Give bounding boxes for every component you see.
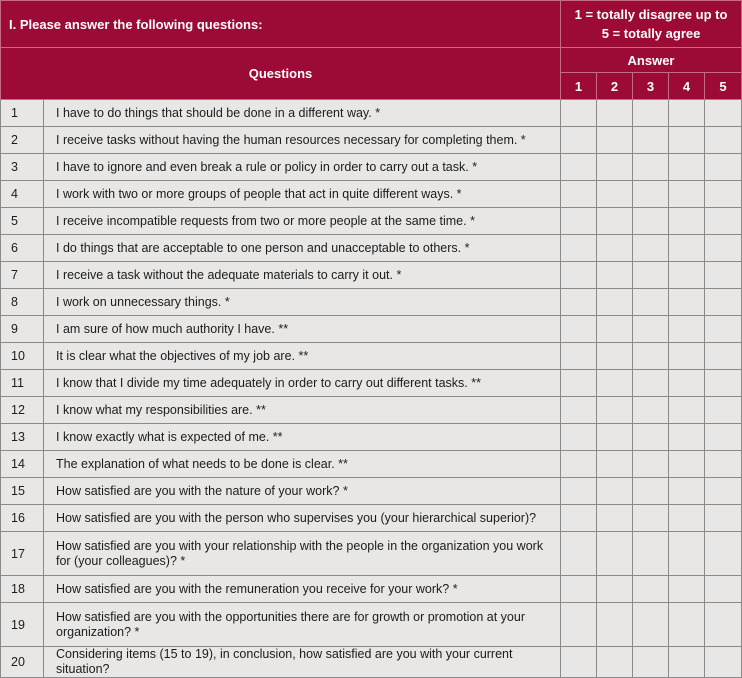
answer-cell-1[interactable] <box>561 603 597 647</box>
question-text: I have to ignore and even break a rule or policy in order to carry out a task. * <box>44 154 561 181</box>
answer-cell-5[interactable] <box>705 603 742 647</box>
answer-cell-4[interactable] <box>669 316 705 343</box>
answer-cell-2[interactable] <box>597 181 633 208</box>
question-number: 2 <box>1 127 44 154</box>
answer-cell-1[interactable] <box>561 532 597 576</box>
answer-cell-2[interactable] <box>597 262 633 289</box>
answer-cell-3[interactable] <box>633 181 669 208</box>
question-number: 17 <box>1 532 44 576</box>
answer-cell-1[interactable] <box>561 127 597 154</box>
scale-legend <box>561 1 742 48</box>
answer-cell-2[interactable] <box>597 127 633 154</box>
question-row <box>1 208 742 235</box>
answer-cell-1[interactable] <box>561 154 597 181</box>
question-number: 13 <box>1 424 44 451</box>
answer-cell-5[interactable] <box>705 343 742 370</box>
question-number: 4 <box>1 181 44 208</box>
question-text: I receive incompatible requests from two or more people at the same time. * <box>44 208 561 235</box>
answer-cell-4[interactable] <box>669 603 705 647</box>
answer-cell-5[interactable] <box>705 289 742 316</box>
question-text: The explanation of what needs to be done is clear. ** <box>44 451 561 478</box>
answer-cell-3[interactable] <box>633 451 669 478</box>
answer-cell-5[interactable] <box>705 370 742 397</box>
section-title: I. Please answer the following questions: <box>1 1 561 48</box>
question-number: 8 <box>1 289 44 316</box>
question-row <box>1 647 742 678</box>
answer-cell-4[interactable] <box>669 235 705 262</box>
answer-option-header: 1 <box>561 73 597 100</box>
answer-cell-1[interactable] <box>561 100 597 127</box>
answer-cell-2[interactable] <box>597 343 633 370</box>
answer-cell-3[interactable] <box>633 316 669 343</box>
question-text: I work on unnecessary things. * <box>44 289 561 316</box>
answer-cell-1[interactable] <box>561 505 597 532</box>
question-row <box>1 478 742 505</box>
answer-cell-2[interactable] <box>597 603 633 647</box>
answer-cell-4[interactable] <box>669 208 705 235</box>
answer-cell-5[interactable] <box>705 208 742 235</box>
answer-cell-5[interactable] <box>705 181 742 208</box>
answer-cell-1[interactable] <box>561 343 597 370</box>
answer-cell-2[interactable] <box>597 208 633 235</box>
question-row <box>1 262 742 289</box>
question-row <box>1 505 742 532</box>
answer-cell-4[interactable] <box>669 505 705 532</box>
answer-cell-3[interactable] <box>633 532 669 576</box>
answer-cell-3[interactable] <box>633 235 669 262</box>
answer-cell-1[interactable] <box>561 478 597 505</box>
answer-cell-5[interactable] <box>705 424 742 451</box>
answer-cell-1[interactable] <box>561 451 597 478</box>
answer-cell-2[interactable] <box>597 289 633 316</box>
question-text: I work with two or more groups of people that act in quite different ways. * <box>44 181 561 208</box>
answer-cell-5[interactable] <box>705 576 742 603</box>
questions-header: Questions <box>1 48 561 100</box>
answer-cell-2[interactable] <box>597 647 633 678</box>
question-text: How satisfied are you with the remuneration you receive for your work? * <box>44 576 561 603</box>
answer-cell-3[interactable] <box>633 424 669 451</box>
question-number: 16 <box>1 505 44 532</box>
answer-option-header: 2 <box>597 73 633 100</box>
question-text: I receive tasks without having the human resources necessary for completing them. * <box>44 127 561 154</box>
answer-cell-4[interactable] <box>669 289 705 316</box>
question-row <box>1 451 742 478</box>
question-text: It is clear what the objectives of my job are. ** <box>44 343 561 370</box>
question-row <box>1 289 742 316</box>
answer-cell-1[interactable] <box>561 208 597 235</box>
answer-cell-4[interactable] <box>669 424 705 451</box>
scale-legend-line-1: 1 = totally disagree up to <box>574 7 728 22</box>
question-row <box>1 603 742 647</box>
answer-cell-4[interactable] <box>669 127 705 154</box>
answer-cell-3[interactable] <box>633 343 669 370</box>
question-number: 14 <box>1 451 44 478</box>
answer-cell-4[interactable] <box>669 397 705 424</box>
question-number: 12 <box>1 397 44 424</box>
answer-cell-2[interactable] <box>597 397 633 424</box>
question-text: I am sure of how much authority I have. ** <box>44 316 561 343</box>
answer-cell-3[interactable] <box>633 289 669 316</box>
question-text: How satisfied are you with your relationship with the people in the organization you work for (your colleagues)? * <box>44 532 561 576</box>
answer-cell-2[interactable] <box>597 424 633 451</box>
answer-cell-5[interactable] <box>705 397 742 424</box>
answer-cell-2[interactable] <box>597 370 633 397</box>
answer-cell-1[interactable] <box>561 397 597 424</box>
answer-cell-3[interactable] <box>633 576 669 603</box>
answer-cell-4[interactable] <box>669 451 705 478</box>
question-row <box>1 181 742 208</box>
answer-cell-4[interactable] <box>669 478 705 505</box>
answer-cell-1[interactable] <box>561 424 597 451</box>
answer-cell-1[interactable] <box>561 181 597 208</box>
question-number: 7 <box>1 262 44 289</box>
answer-cell-2[interactable] <box>597 316 633 343</box>
question-number: 5 <box>1 208 44 235</box>
question-row <box>1 100 742 127</box>
question-text: I know what my responsibilities are. ** <box>44 397 561 424</box>
answer-cell-5[interactable] <box>705 127 742 154</box>
answer-option-header: 3 <box>633 73 669 100</box>
question-text: I do things that are acceptable to one person and unacceptable to others. * <box>44 235 561 262</box>
question-row <box>1 532 742 576</box>
answer-header: Answer <box>561 48 742 73</box>
answer-cell-2[interactable] <box>597 532 633 576</box>
answer-cell-5[interactable] <box>705 316 742 343</box>
question-row <box>1 397 742 424</box>
answer-cell-2[interactable] <box>597 235 633 262</box>
question-number: 18 <box>1 576 44 603</box>
question-number: 19 <box>1 603 44 647</box>
question-text: I have to do things that should be done in a different way. * <box>44 100 561 127</box>
question-number: 10 <box>1 343 44 370</box>
answer-cell-3[interactable] <box>633 505 669 532</box>
answer-cell-3[interactable] <box>633 208 669 235</box>
question-row <box>1 370 742 397</box>
answer-cell-4[interactable] <box>669 647 705 678</box>
question-row <box>1 424 742 451</box>
answer-cell-3[interactable] <box>633 397 669 424</box>
answer-cell-1[interactable] <box>561 235 597 262</box>
answer-cell-5[interactable] <box>705 478 742 505</box>
answer-cell-5[interactable] <box>705 262 742 289</box>
question-number: 3 <box>1 154 44 181</box>
question-number: 20 <box>1 647 44 678</box>
question-row <box>1 343 742 370</box>
question-row <box>1 154 742 181</box>
answer-cell-1[interactable] <box>561 262 597 289</box>
question-text: I know exactly what is expected of me. ** <box>44 424 561 451</box>
answer-cell-1[interactable] <box>561 370 597 397</box>
question-number: 6 <box>1 235 44 262</box>
question-text: I know that I divide my time adequately in order to carry out different tasks. ** <box>44 370 561 397</box>
answer-cell-5[interactable] <box>705 235 742 262</box>
answer-cell-5[interactable] <box>705 647 742 678</box>
question-number: 15 <box>1 478 44 505</box>
answer-cell-4[interactable] <box>669 576 705 603</box>
answer-cell-3[interactable] <box>633 370 669 397</box>
answer-cell-3[interactable] <box>633 603 669 647</box>
question-number: 1 <box>1 100 44 127</box>
answer-cell-1[interactable] <box>561 647 597 678</box>
answer-cell-2[interactable] <box>597 100 633 127</box>
answer-cell-4[interactable] <box>669 181 705 208</box>
answer-cell-3[interactable] <box>633 647 669 678</box>
answer-cell-5[interactable] <box>705 451 742 478</box>
answer-cell-5[interactable] <box>705 505 742 532</box>
answer-cell-5[interactable] <box>705 154 742 181</box>
answer-cell-3[interactable] <box>633 100 669 127</box>
question-row <box>1 127 742 154</box>
answer-cell-3[interactable] <box>633 127 669 154</box>
answer-cell-2[interactable] <box>597 576 633 603</box>
answer-cell-5[interactable] <box>705 532 742 576</box>
answer-cell-1[interactable] <box>561 576 597 603</box>
answer-cell-4[interactable] <box>669 343 705 370</box>
answer-cell-5[interactable] <box>705 100 742 127</box>
answer-cell-3[interactable] <box>633 478 669 505</box>
question-text: I receive a task without the adequate materials to carry it out. * <box>44 262 561 289</box>
answer-cell-2[interactable] <box>597 505 633 532</box>
answer-cell-3[interactable] <box>633 262 669 289</box>
scale-legend-line-2: 5 = totally agree <box>601 26 701 41</box>
answer-cell-4[interactable] <box>669 262 705 289</box>
question-row <box>1 235 742 262</box>
answer-option-header: 5 <box>705 73 742 100</box>
answer-cell-3[interactable] <box>633 154 669 181</box>
question-row <box>1 316 742 343</box>
question-number: 9 <box>1 316 44 343</box>
answer-cell-1[interactable] <box>561 289 597 316</box>
answer-cell-4[interactable] <box>669 154 705 181</box>
answer-cell-2[interactable] <box>597 154 633 181</box>
answer-cell-4[interactable] <box>669 370 705 397</box>
question-text: How satisfied are you with the person who supervises you (your hierarchical superior)? <box>44 505 561 532</box>
question-text: How satisfied are you with the opportunities there are for growth or promotion at your organization? * <box>44 603 561 647</box>
question-text: How satisfied are you with the nature of your work? * <box>44 478 561 505</box>
answer-cell-4[interactable] <box>669 532 705 576</box>
answer-cell-4[interactable] <box>669 100 705 127</box>
answer-cell-2[interactable] <box>597 451 633 478</box>
answer-cell-1[interactable] <box>561 316 597 343</box>
question-text: Considering items (15 to 19), in conclusion, how satisfied are you with your current situation? <box>44 647 561 678</box>
answer-option-header: 4 <box>669 73 705 100</box>
answer-cell-2[interactable] <box>597 478 633 505</box>
question-row <box>1 576 742 603</box>
question-number: 11 <box>1 370 44 397</box>
